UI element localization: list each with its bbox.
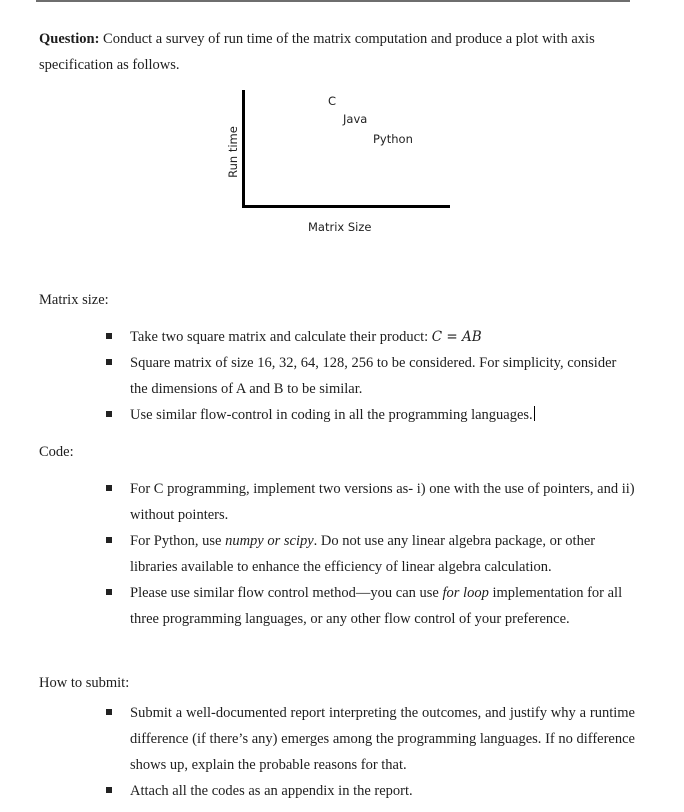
bullet-icon	[106, 485, 112, 491]
code-list	[105, 476, 635, 632]
question-text: Conduct a survey of run time of the matrix computation and produce a plot with axis specification as follows.	[39, 31, 595, 73]
x-axis-label: Matrix Size	[308, 220, 372, 234]
top-rule	[36, 0, 630, 2]
list-item: Use similar flow-control in coding in all the programming languages.	[105, 402, 635, 428]
question-label: Question:	[39, 31, 100, 47]
list-item: For Python, use numpy or scipy. Do not use any linear algebra package, or other libraries available to enhance the efficiency of linear algebra calculation.	[105, 528, 635, 580]
list-item: Please use similar flow control method—you can use for loop implementation for all three programming languages, or any other flow control of your preference.	[105, 580, 635, 632]
list-item: Attach all the codes as an appendix in the report.	[105, 778, 635, 804]
question-paragraph	[39, 26, 639, 78]
how-to-submit-heading: How to submit:	[39, 675, 130, 691]
emphasis: numpy or scipy	[225, 533, 314, 549]
bullet-icon	[106, 537, 112, 543]
code-heading: Code:	[39, 444, 74, 460]
list-item: Take two square matrix and calculate their product: C = AB	[105, 324, 635, 350]
bullet-icon	[106, 589, 112, 595]
list-item: Submit a well-documented report interpreting the outcomes, and justify why a runtime difference (if there’s any) emerges among the programming languages. If no difference shows up, explain the probable reasons for that.	[105, 700, 635, 778]
bullet-icon	[106, 709, 112, 715]
bullet-icon	[106, 411, 112, 417]
bullet-icon	[106, 787, 112, 793]
bullet-icon	[106, 359, 112, 365]
submit-list	[105, 700, 635, 804]
bullet-icon	[106, 333, 112, 339]
list-item: For C programming, implement two versions as- i) one with the use of pointers, and ii) without pointers.	[105, 476, 635, 528]
formula: C = AB	[431, 329, 482, 345]
x-axis-line	[242, 205, 450, 208]
y-axis-label: Run time	[226, 126, 240, 178]
matrix-size-list	[105, 324, 635, 428]
list-item: Square matrix of size 16, 32, 64, 128, 256 to be considered. For simplicity, consider the dimensions of A and B to be similar.	[105, 350, 635, 402]
y-axis-line	[242, 90, 245, 208]
series-label-c: C	[328, 94, 337, 108]
series-label-java: Java	[343, 112, 368, 126]
series-label-python: Python	[373, 132, 413, 146]
text-cursor	[534, 406, 535, 421]
matrix-size-heading: Matrix size:	[39, 292, 109, 308]
emphasis: for loop	[442, 585, 489, 601]
